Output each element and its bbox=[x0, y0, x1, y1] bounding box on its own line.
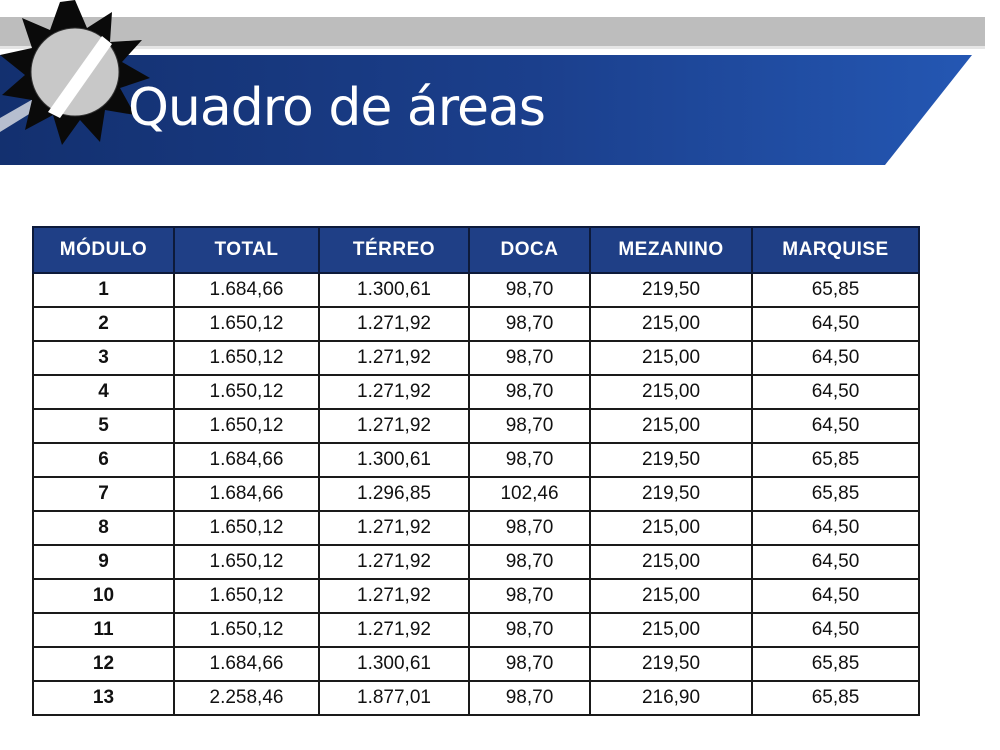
cell-mezanino: 215,00 bbox=[590, 545, 752, 579]
cell-mezanino: 215,00 bbox=[590, 579, 752, 613]
cell-modulo: 2 bbox=[33, 307, 174, 341]
header-modulo: MÓDULO bbox=[33, 227, 174, 273]
cell-mezanino: 215,00 bbox=[590, 375, 752, 409]
cell-doca: 98,70 bbox=[469, 307, 590, 341]
cell-total: 1.650,12 bbox=[174, 579, 319, 613]
table-row bbox=[33, 375, 919, 409]
cell-total: 2.258,46 bbox=[174, 681, 319, 715]
cell-marquise: 65,85 bbox=[752, 477, 919, 511]
cell-total: 1.684,66 bbox=[174, 647, 319, 681]
table-row bbox=[33, 545, 919, 579]
header-marquise: MARQUISE bbox=[752, 227, 919, 273]
cell-doca: 98,70 bbox=[469, 613, 590, 647]
header-doca: DOCA bbox=[469, 227, 590, 273]
cell-terreo: 1.296,85 bbox=[319, 477, 469, 511]
header-mezanino: MEZANINO bbox=[590, 227, 752, 273]
cell-terreo: 1.271,92 bbox=[319, 307, 469, 341]
cell-total: 1.650,12 bbox=[174, 409, 319, 443]
cell-marquise: 65,85 bbox=[752, 273, 919, 307]
cell-doca: 98,70 bbox=[469, 511, 590, 545]
table-row bbox=[33, 613, 919, 647]
cell-mezanino: 219,50 bbox=[590, 647, 752, 681]
cell-terreo: 1.271,92 bbox=[319, 545, 469, 579]
cell-total: 1.650,12 bbox=[174, 341, 319, 375]
cell-mezanino: 215,00 bbox=[590, 307, 752, 341]
cell-marquise: 64,50 bbox=[752, 375, 919, 409]
table-row bbox=[33, 409, 919, 443]
cell-mezanino: 216,90 bbox=[590, 681, 752, 715]
cell-terreo: 1.271,92 bbox=[319, 341, 469, 375]
cell-marquise: 65,85 bbox=[752, 647, 919, 681]
cell-modulo: 12 bbox=[33, 647, 174, 681]
table-row bbox=[33, 307, 919, 341]
cell-modulo: 11 bbox=[33, 613, 174, 647]
cell-terreo: 1.300,61 bbox=[319, 443, 469, 477]
cell-mezanino: 215,00 bbox=[590, 409, 752, 443]
cell-marquise: 64,50 bbox=[752, 579, 919, 613]
table-row bbox=[33, 341, 919, 375]
cell-modulo: 5 bbox=[33, 409, 174, 443]
table-row bbox=[33, 273, 919, 307]
cell-doca: 98,70 bbox=[469, 341, 590, 375]
cell-modulo: 1 bbox=[33, 273, 174, 307]
cell-terreo: 1.271,92 bbox=[319, 613, 469, 647]
cell-total: 1.684,66 bbox=[174, 273, 319, 307]
cell-modulo: 3 bbox=[33, 341, 174, 375]
cell-marquise: 64,50 bbox=[752, 341, 919, 375]
cell-mezanino: 219,50 bbox=[590, 443, 752, 477]
cell-terreo: 1.271,92 bbox=[319, 579, 469, 613]
cell-doca: 98,70 bbox=[469, 681, 590, 715]
cell-mezanino: 215,00 bbox=[590, 341, 752, 375]
header-banner bbox=[0, 0, 1000, 200]
cell-modulo: 8 bbox=[33, 511, 174, 545]
cell-total: 1.650,12 bbox=[174, 545, 319, 579]
table-row bbox=[33, 477, 919, 511]
cell-mezanino: 219,50 bbox=[590, 273, 752, 307]
table-body bbox=[33, 273, 919, 715]
cell-marquise: 64,50 bbox=[752, 613, 919, 647]
header-total: TOTAL bbox=[174, 227, 319, 273]
cell-terreo: 1.877,01 bbox=[319, 681, 469, 715]
cell-doca: 102,46 bbox=[469, 477, 590, 511]
cell-total: 1.650,12 bbox=[174, 307, 319, 341]
cell-doca: 98,70 bbox=[469, 273, 590, 307]
cell-total: 1.650,12 bbox=[174, 375, 319, 409]
cell-doca: 98,70 bbox=[469, 545, 590, 579]
header-terreo: TÉRREO bbox=[319, 227, 469, 273]
cell-marquise: 65,85 bbox=[752, 681, 919, 715]
cell-modulo: 7 bbox=[33, 477, 174, 511]
table-row bbox=[33, 443, 919, 477]
page-title: Quadro de áreas bbox=[128, 78, 545, 138]
cell-marquise: 65,85 bbox=[752, 443, 919, 477]
table-row bbox=[33, 647, 919, 681]
cell-terreo: 1.271,92 bbox=[319, 409, 469, 443]
cell-modulo: 9 bbox=[33, 545, 174, 579]
cell-mezanino: 219,50 bbox=[590, 477, 752, 511]
cell-doca: 98,70 bbox=[469, 409, 590, 443]
cell-doca: 98,70 bbox=[469, 647, 590, 681]
cell-terreo: 1.271,92 bbox=[319, 375, 469, 409]
table-row bbox=[33, 681, 919, 715]
cell-terreo: 1.300,61 bbox=[319, 647, 469, 681]
table-row bbox=[33, 579, 919, 613]
cell-modulo: 4 bbox=[33, 375, 174, 409]
cell-marquise: 64,50 bbox=[752, 545, 919, 579]
cell-doca: 98,70 bbox=[469, 375, 590, 409]
cell-modulo: 13 bbox=[33, 681, 174, 715]
table-row bbox=[33, 511, 919, 545]
cell-mezanino: 215,00 bbox=[590, 613, 752, 647]
areas-table bbox=[32, 226, 920, 716]
cell-modulo: 6 bbox=[33, 443, 174, 477]
cell-mezanino: 215,00 bbox=[590, 511, 752, 545]
cell-marquise: 64,50 bbox=[752, 307, 919, 341]
cell-terreo: 1.300,61 bbox=[319, 273, 469, 307]
cell-marquise: 64,50 bbox=[752, 511, 919, 545]
cell-total: 1.684,66 bbox=[174, 443, 319, 477]
cell-terreo: 1.271,92 bbox=[319, 511, 469, 545]
cell-total: 1.684,66 bbox=[174, 477, 319, 511]
cell-marquise: 64,50 bbox=[752, 409, 919, 443]
cell-modulo: 10 bbox=[33, 579, 174, 613]
cell-doca: 98,70 bbox=[469, 443, 590, 477]
table-header-row bbox=[33, 227, 919, 273]
cell-doca: 98,70 bbox=[469, 579, 590, 613]
cell-total: 1.650,12 bbox=[174, 511, 319, 545]
cell-total: 1.650,12 bbox=[174, 613, 319, 647]
